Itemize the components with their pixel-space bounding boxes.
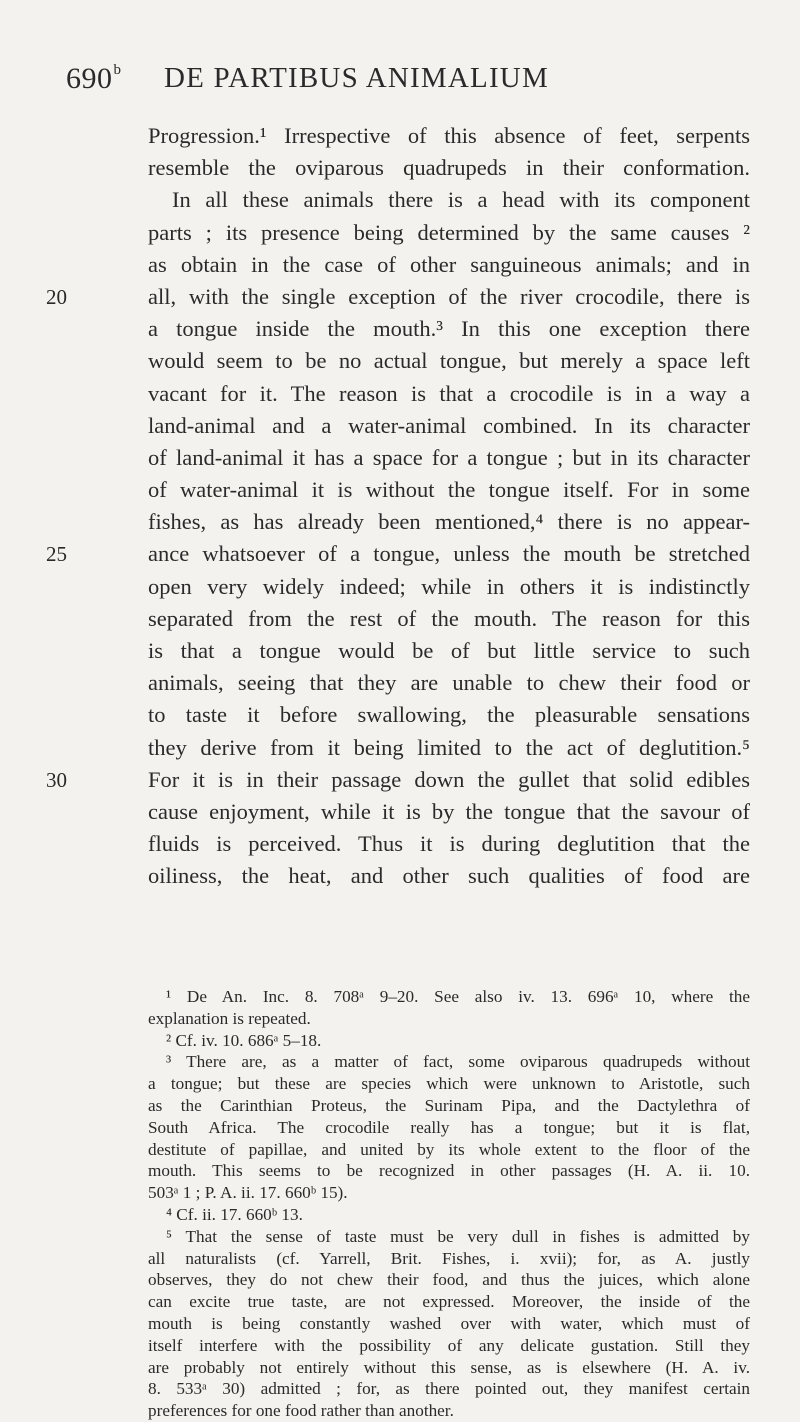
text-line: [148, 378, 750, 410]
text-line: [148, 152, 750, 184]
text-line: [148, 635, 750, 667]
page-number: 690$^b$: [66, 62, 122, 95]
footnote-line: ¹ De An. Inc. 8. 708ᵃ 9–20. See also iv. 13. 696ᵃ 10, where the: [166, 987, 750, 1006]
footnote-line: ⁴ Cf. ii. 17. 660ᵇ 13.: [166, 1204, 303, 1224]
footnote-line: South Africa. The crocodile really has a tongue; but it is flat,: [148, 1117, 750, 1137]
main-text: [46, 120, 750, 893]
line-text: For it is in their passage down the gullet that solid edibles: [148, 766, 750, 792]
text-line: [148, 474, 750, 506]
line-text: fluids is perceived. Thus it is during deglutition that the: [148, 831, 750, 857]
page-header: [0, 62, 800, 102]
line-text: Progression.¹ Irrespective of this absence of feet, serpents: [148, 123, 750, 148]
line-text: vacant for it. The reason is that a crocodile is in a way a: [148, 380, 750, 406]
line-text: a tongue inside the mouth.³ In this one exception there: [148, 316, 750, 342]
line-text: of water-animal it is without the tongue itself. For in some: [148, 477, 750, 503]
line-text: all, with the single exception of the river crocodile, there is: [148, 283, 750, 309]
running-title: DE PARTIBUS ANIMALIUM: [164, 62, 549, 94]
text-line: [148, 603, 750, 635]
text-line: [148, 313, 750, 345]
footnote-line: explanation is repeated.: [148, 1008, 311, 1028]
footnote-line: mouth. This seems to be recognized in other passages (H. A. ii. 10.: [148, 1161, 750, 1181]
footnote-line: all naturalists (cf. Yarrell, Brit. Fishes, i. xvii); for, as A. justly: [148, 1248, 750, 1268]
line-text: to taste it before swallowing, the pleasurable sensations: [148, 702, 750, 728]
line-text: animals, seeing that they are unable to chew their food or: [148, 670, 750, 696]
footnote-line: ² Cf. iv. 10. 686ᵃ 5–18.: [166, 1030, 322, 1050]
text-line: [148, 796, 750, 828]
line-text: resemble the oviparous quadrupeds in their conformation.: [148, 155, 750, 181]
text-line: [148, 345, 750, 377]
footnote-line: can excite true taste, are not expressed. Moreover, the inside of the: [148, 1292, 750, 1312]
text-line: [46, 281, 750, 313]
footnote-line: preferences for one food rather than another.: [148, 1401, 454, 1421]
line-text: of land-animal it has a space for a tongue ; but in its character: [148, 444, 750, 470]
footnotes: [148, 986, 750, 1422]
text-line: [46, 538, 750, 570]
footnote-line: ³ There are, as a matter of fact, some oviparous quadrupeds without: [166, 1052, 750, 1072]
line-text: oiliness, the heat, and other such qualities of food are: [148, 863, 750, 889]
footnote-line: 503ᵃ 1 ; P. A. ii. 17. 660ᵇ 15).: [148, 1183, 348, 1203]
text-line: [148, 249, 750, 281]
text-line: [148, 120, 750, 152]
footnote-line: 8. 533ᵃ 30) admitted ; for, as there pointed out, they manifest certain: [148, 1379, 750, 1399]
line-number: 20: [46, 284, 67, 309]
line-text: would seem to be no actual tongue, but merely a space left: [148, 348, 750, 374]
footnote-line: destitute of papillae, and united by its whole extent to the floor of the: [148, 1139, 750, 1159]
text-line: [148, 571, 750, 603]
text-line: [148, 506, 750, 538]
line-text: open very widely indeed; while in others it is indistinctly: [148, 573, 750, 599]
text-line: [148, 667, 750, 699]
line-number: 30: [46, 767, 67, 792]
footnote-line: are probably not entirely without this sense, as is elsewhere (H. A. iv.: [148, 1357, 750, 1377]
text-line: [148, 410, 750, 442]
footnote-line: itself interfere with the possibility of any delicate gustation. Still they: [148, 1335, 750, 1355]
footnote-line: as the Carinthian Proteus, the Surinam Pipa, and the Dactylethra of: [148, 1095, 750, 1115]
line-text: In all these animals there is a head with its component: [172, 187, 750, 213]
text-line: [148, 732, 750, 764]
line-text: cause enjoyment, while it is by the tongue that the savour of: [148, 798, 750, 824]
line-text: land-animal and a water-animal combined. In its character: [148, 412, 750, 438]
text-line: [148, 699, 750, 731]
line-text: fishes, as has already been mentioned,⁴ there is no appear-: [148, 509, 750, 535]
text-line: [148, 184, 750, 216]
text-line: [148, 442, 750, 474]
footnote-line: mouth is being constantly washed over with water, which must of: [148, 1313, 750, 1333]
line-text: ance whatsoever of a tongue, unless the mouth be stretched: [148, 541, 750, 567]
line-text: as obtain in the case of other sanguineous animals; and in: [148, 251, 750, 277]
footnote-line: ⁵ That the sense of taste must be very dull in fishes is admitted by: [166, 1226, 750, 1246]
line-number: 25: [46, 542, 67, 567]
text-line: [148, 860, 750, 892]
footnote-line: observes, they do not chew their food, and thus the juices, which alone: [148, 1270, 750, 1290]
text-line: [148, 828, 750, 860]
line-text: is that a tongue would be of but little service to such: [148, 638, 750, 663]
footnote-line: a tongue; but these are species which were unknown to Aristotle, such: [148, 1074, 750, 1094]
line-text: separated from the rest of the mouth. The reason for this: [148, 605, 750, 631]
text-line: [46, 764, 750, 796]
text-line: [148, 217, 750, 249]
line-text: parts ; its presence being determined by the same causes ²: [148, 219, 750, 245]
line-text: they derive from it being limited to the act of deglutition.⁵: [148, 734, 750, 760]
